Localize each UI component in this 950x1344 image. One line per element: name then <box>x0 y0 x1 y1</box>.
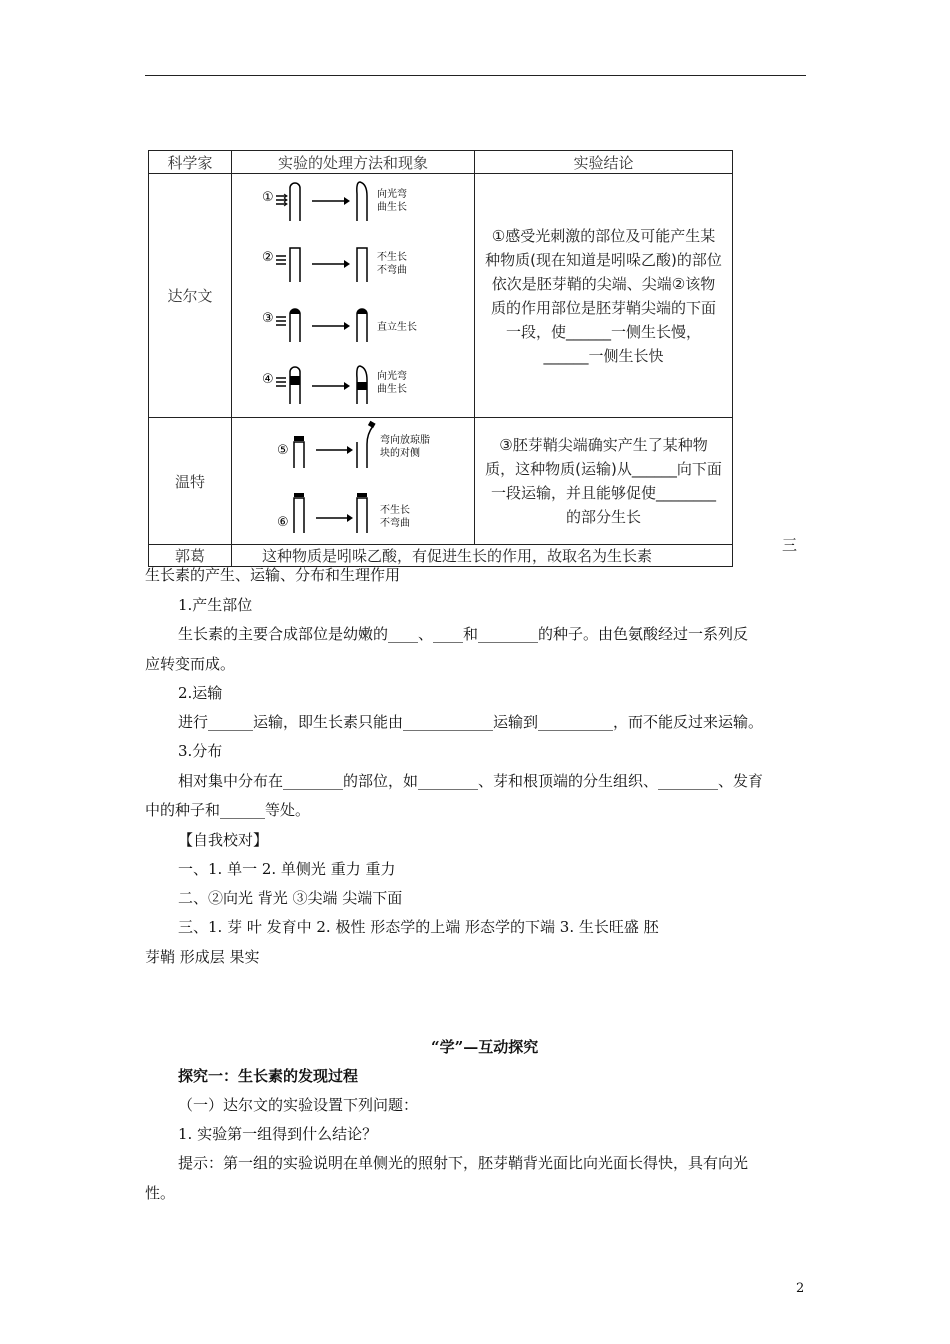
exp-1-result-line1: 向光弯 <box>377 189 407 200</box>
check-title: 【自我校对】 <box>178 831 269 849</box>
exp-2-number: ② <box>262 250 274 265</box>
exp-6-number: ⑥ <box>277 515 289 530</box>
p3-text-a: 相对集中分布在________的部位，如________、芽和根顶端的分生组织、________、发育 <box>178 772 764 790</box>
exp-4-result-line2: 曲生长 <box>377 384 407 395</box>
header-rule <box>145 75 806 76</box>
p1-title: 1.产生部位 <box>178 596 253 614</box>
exp-1-number: ① <box>262 190 274 205</box>
went-experiment-diagram <box>232 418 474 540</box>
check-line-1: 一、1. 单一 2. 单侧光 重力 重力 <box>178 860 396 878</box>
scientist-darwin: 达尔文 <box>149 174 232 418</box>
exp-3-result: 直立生长 <box>377 322 417 333</box>
hint-b: 性。 <box>145 1184 176 1202</box>
p3-title: 3.分布 <box>178 742 223 760</box>
exp-4-number: ④ <box>262 372 274 387</box>
explore-title: 探究一：生长素的发现过程 <box>178 1067 359 1085</box>
scientist-went: 温特 <box>149 418 232 545</box>
exp-5-result-line1: 弯向放琼脂 <box>380 435 430 446</box>
experiment-4-figure <box>262 366 407 404</box>
kogl-row <box>149 545 733 567</box>
experiment-5-figure <box>277 421 430 468</box>
section3-title: 生长素的产生、运输、分布和生理作用 <box>145 566 401 584</box>
exp-6-result-line2: 不弯曲 <box>380 518 410 529</box>
experiment-2-figure <box>262 248 407 282</box>
darwin-experiment-diagram <box>232 174 474 413</box>
question-intro: （一）达尔文的实验设置下列问题： <box>178 1096 419 1114</box>
experiment-3-figure <box>262 309 417 342</box>
p3-text-b: 中的种子和______等处。 <box>145 801 311 819</box>
exp-2-result-line2: 不弯曲 <box>377 265 407 276</box>
experiment-table <box>148 150 733 567</box>
p1-text-a: 生长素的主要合成部位是幼嫩的____、____和________的种子。由色氨酸经过一系列反 <box>178 625 749 643</box>
check-line-3a: 三、1. 芽 叶 发育中 2. 极性 形态学的上端 形态学的下端 3. 生长旺盛 胚 <box>178 918 659 936</box>
exp-6-result-line1: 不生长 <box>380 505 410 516</box>
question-1: 1. 实验第一组得到什么结论？ <box>178 1125 378 1143</box>
header-conclusion: 实验结论 <box>475 151 733 174</box>
went-row <box>149 418 733 545</box>
p1-text-b: 应转变而成。 <box>145 655 236 673</box>
exp-3-number: ③ <box>262 311 274 326</box>
exp-4-result-line1: 向光弯 <box>377 371 407 382</box>
p2-title: 2.运输 <box>178 684 223 702</box>
section-number-three: 三 <box>782 536 798 554</box>
went-diagram-cell <box>232 418 475 545</box>
check-line-2: 二、②向光 背光 ③尖端 尖端下面 <box>178 889 403 907</box>
experiment-1-figure <box>262 182 407 221</box>
scientist-kogl: 郭葛 <box>149 545 232 567</box>
table-header-row <box>149 151 733 174</box>
darwin-row <box>149 174 733 418</box>
hint-a: 提示：第一组的实验说明在单侧光的照射下，胚芽鞘背光面比向光面长得快，具有向光 <box>178 1154 749 1172</box>
exp-5-result-line2: 块的对侧 <box>380 448 420 459</box>
kogl-text: 这种物质是吲哚乙酸，有促进生长的作用，故取名为生长素 <box>232 545 733 567</box>
exp-5-number: ⑤ <box>277 443 289 458</box>
exp-2-result-line1: 不生长 <box>377 252 407 263</box>
exp-1-result-line2: 曲生长 <box>377 202 407 213</box>
header-method: 实验的处理方法和现象 <box>232 151 475 174</box>
p2-text: 进行______运输，即生长素只能由____________运输到__________，而不能反过来运输。 <box>178 713 764 731</box>
header-scientist: 科学家 <box>149 151 232 174</box>
page-number: 2 <box>796 1281 805 1296</box>
darwin-diagram-cell <box>232 174 475 418</box>
check-line-3b: 芽鞘 形成层 果实 <box>145 948 260 966</box>
interact-title: “学”—互动探究 <box>431 1038 539 1056</box>
experiment-6-figure <box>277 493 410 533</box>
went-conclusion: ③胚芽鞘尖端确实产生了某种物质，这种物质(运输)从______向下面一段运输，并且能够促使________的部分生长 <box>475 418 733 545</box>
darwin-conclusion: ①感受光刺激的部位及可能产生某种物质(现在知道是吲哚乙酸)的部位依次是胚芽鞘的尖端、尖端②该物质的作用部位是胚芽鞘尖端的下面一段，使______一侧生长慢，______一侧生长快 <box>475 174 733 418</box>
